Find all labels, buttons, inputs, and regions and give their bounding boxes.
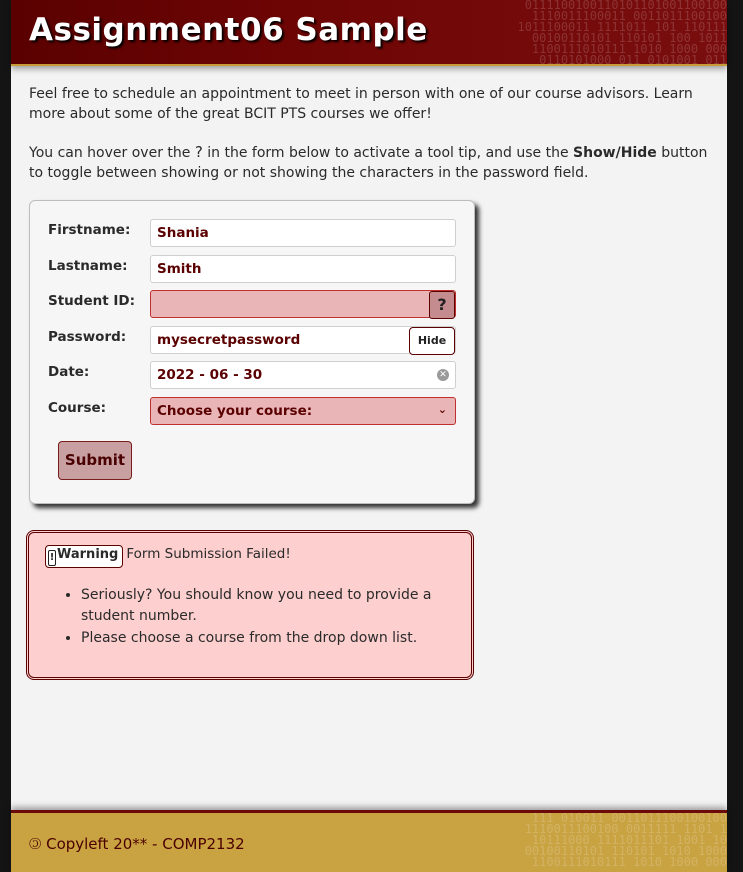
header-binary-pattern: 0111100100110101101001100100 1110011100011 0011011100100 1011100011 1111011 101 110111 00100110101 110101 100 1011 1100111010111 1010 1000 000 0110101000 011 0101001 011 xyxy=(517,0,727,64)
page-footer xyxy=(11,810,727,872)
warning-message: Form Submission Failed! xyxy=(126,546,291,562)
course-label: Course: xyxy=(48,400,107,416)
date-row xyxy=(48,361,458,389)
submit-button[interactable]: Submit xyxy=(58,441,132,480)
course-selected-value: Choose your course: xyxy=(157,403,313,419)
studentid-row xyxy=(48,290,458,318)
warning-badge xyxy=(45,545,123,568)
error-list xyxy=(63,585,461,650)
studentid-label: Student ID: xyxy=(48,293,135,309)
lastname-row xyxy=(48,255,458,283)
firstname-label: Firstname: xyxy=(48,222,131,238)
help-icon: ? xyxy=(194,143,203,161)
copyleft-icon: 🄯 xyxy=(29,835,47,853)
intro-bold: Show/Hide xyxy=(573,145,657,161)
password-input[interactable] xyxy=(150,326,456,354)
date-input[interactable] xyxy=(150,361,456,389)
copyleft-text xyxy=(29,833,245,854)
warning-badge-label: Warning xyxy=(57,547,119,562)
password-toggle-button[interactable]: Hide xyxy=(409,327,455,355)
password-row xyxy=(48,326,458,354)
intro-text-1: You can hover over the xyxy=(29,145,195,161)
page-title: Assignment06 Sample xyxy=(29,12,428,48)
password-label: Password: xyxy=(48,329,127,345)
page-header xyxy=(11,0,727,66)
error-item: • Please choose a course from the drop down list. xyxy=(81,628,461,649)
password-value: mysecretpassword xyxy=(157,332,301,348)
lastname-input[interactable]: Smith xyxy=(150,255,456,283)
course-row xyxy=(48,397,458,425)
help-tooltip-icon[interactable]: ? xyxy=(429,291,455,319)
warning-box xyxy=(26,530,474,680)
clear-date-icon[interactable]: ✕ xyxy=(437,369,449,381)
warning-icon: ! xyxy=(48,550,56,566)
footer-binary-pattern: 111 010011 0011011100100100 1110011100100 0011111 1101 1 10111000 1111011101 1001 10 00100110101 110101 1010 1000 1100111010111 1010 1000 000 xyxy=(524,813,727,869)
date-value: 2022 - 06 - 30 xyxy=(157,367,263,383)
chevron-down-icon: ⌄ xyxy=(437,403,447,416)
warning-title xyxy=(45,545,291,568)
firstname-row xyxy=(48,219,458,247)
appointment-form xyxy=(29,200,475,504)
date-label: Date: xyxy=(48,364,90,380)
intro-text-3: button to toggle between showing or not showing the characters in the password field. xyxy=(29,145,708,181)
intro-paragraph-1: Feel free to schedule an appointment to meet in person with one of our course advisors. Learn more about some of the great BCIT PTS courses we offer! xyxy=(29,86,693,122)
copyleft-label: Copyleft 20** - COMP2132 xyxy=(46,835,245,853)
firstname-input[interactable]: Shania xyxy=(150,219,456,247)
error-item: • Seriously? You should know you need to provide a student number. xyxy=(81,585,461,627)
studentid-input[interactable] xyxy=(150,290,456,318)
lastname-label: Lastname: xyxy=(48,258,128,274)
course-select[interactable] xyxy=(150,397,456,425)
intro-paragraph-2 xyxy=(29,142,709,183)
page xyxy=(11,0,727,869)
intro-text-2: in the form below to activate a tool tip, and use the xyxy=(202,145,574,161)
